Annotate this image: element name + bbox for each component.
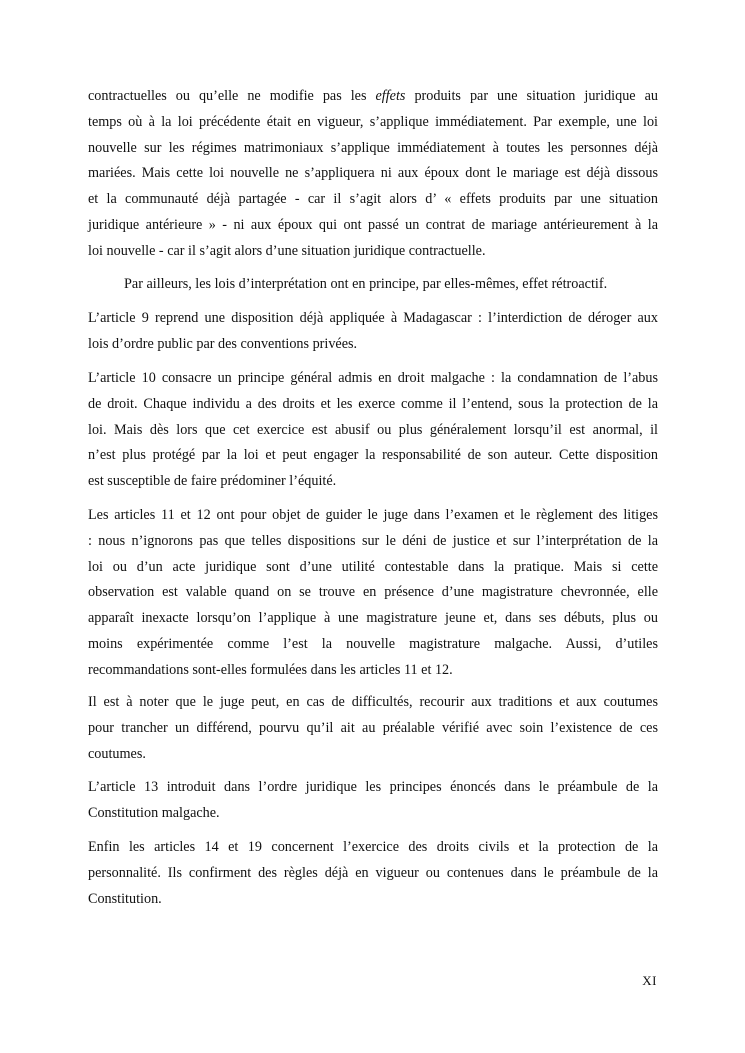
text-line: Enfin les articles 14 et 19 concernent l’exercice des droits civils et la protection de la <box>88 839 658 855</box>
paragraph-1 <box>88 84 658 265</box>
text-line: temps où à la loi précédente était en vigueur, s’applique immédiatement. Par exemple, une loi <box>88 113 658 130</box>
text-line: personnalité. Ils confirment des règles déjà en vigueur ou contenues dans le préambule de la <box>88 864 658 881</box>
paragraph-8 <box>88 835 658 912</box>
text-line: Constitution malgache. <box>88 804 220 821</box>
paragraph-4 <box>88 366 658 495</box>
text-line: Il est à noter que le juge peut, en cas de difficultés, recourir aux traditions et aux coutumes <box>88 694 658 710</box>
text-line: est susceptible de faire prédominer l’équité. <box>88 473 337 490</box>
text-line: moins expérimentée comme l’est la nouvelle magistrature malgache. Aussi, d’utiles <box>88 635 658 652</box>
text-line: observation est valable quand on se trouve en présence d’une magistrature chevronnée, elle <box>88 584 658 601</box>
text-line: mariées. Mais cette loi nouvelle ne s’appliquera ni aux époux dont le mariage est déjà dissous <box>88 165 658 182</box>
text-line: coutumes. <box>88 745 146 762</box>
text-line: loi ou d’un acte juridique sont d’une utilité contestable dans la pratique. Mais si cette <box>88 558 658 575</box>
text-line: de droit. Chaque individu a des droits et les exerce comme il l’entend, sous la protection de la <box>88 395 658 412</box>
text-line: n’est plus protégé par la loi et peut engager la responsabilité de son auteur. Cette disposition <box>88 447 658 464</box>
text-line: pour trancher un différend, pourvu qu’il ait au préalable vérifié avec soin l’existence de ces <box>88 719 658 736</box>
text-line: L’article 13 introduit dans l’ordre juridique les principes énoncés dans le préambule de la <box>88 779 658 795</box>
text-line: nouvelle sur les régimes matrimoniaux s’applique immédiatement à toutes les personnes déjà <box>88 139 658 156</box>
paragraph-3 <box>88 306 658 358</box>
text-line: L’article 9 reprend une disposition déjà appliquée à Madagascar : l’interdiction de déroger aux <box>88 310 658 326</box>
paragraph-5 <box>88 503 658 684</box>
text-line: contractuelles ou qu’elle ne modifie pas les effets produits par une situation juridique au <box>88 88 658 104</box>
text-line: loi. Mais dès lors que cet exercice est abusif ou plus généralement lorsqu’il est anormal, il <box>88 421 658 438</box>
paragraph-6 <box>88 690 658 767</box>
paragraph-7 <box>88 775 658 827</box>
text-line: recommandations sont-elles formulées dans les articles 11 et 12. <box>88 661 453 678</box>
text-line: Par ailleurs, les lois d’interprétation ont en principe, par elles-mêmes, effet rétroactif. <box>124 276 608 292</box>
text-line: loi nouvelle - car il s’agit alors d’une situation juridique contractuelle. <box>88 242 486 259</box>
text-line: L’article 10 consacre un principe général admis en droit malgache : la condamnation de l’abus <box>88 370 658 386</box>
text-line: lois d’ordre public par des conventions privées. <box>88 335 358 352</box>
text-line: Les articles 11 et 12 ont pour objet de guider le juge dans l’examen et le règlement des litiges <box>88 507 658 523</box>
text-line: et la communauté déjà partagée - car il s’agit alors d’ « effets produits par une situation <box>88 191 658 208</box>
paragraph-2 <box>88 272 658 298</box>
emphasis: effets <box>375 88 406 104</box>
page-number: XI <box>642 973 657 988</box>
text-line: juridique antérieure » - ni aux époux qui ont passé un contrat de mariage antérieurement à la <box>88 216 658 233</box>
text-line: : nous n’ignorons pas que telles dispositions sur le déni de justice et sur l’interprétation de la <box>88 532 658 549</box>
text-line: apparaît inexacte lorsqu’on l’applique à une magistrature jeune et, dans ses débuts, plus ou <box>88 610 658 627</box>
text-line: Constitution. <box>88 890 162 907</box>
